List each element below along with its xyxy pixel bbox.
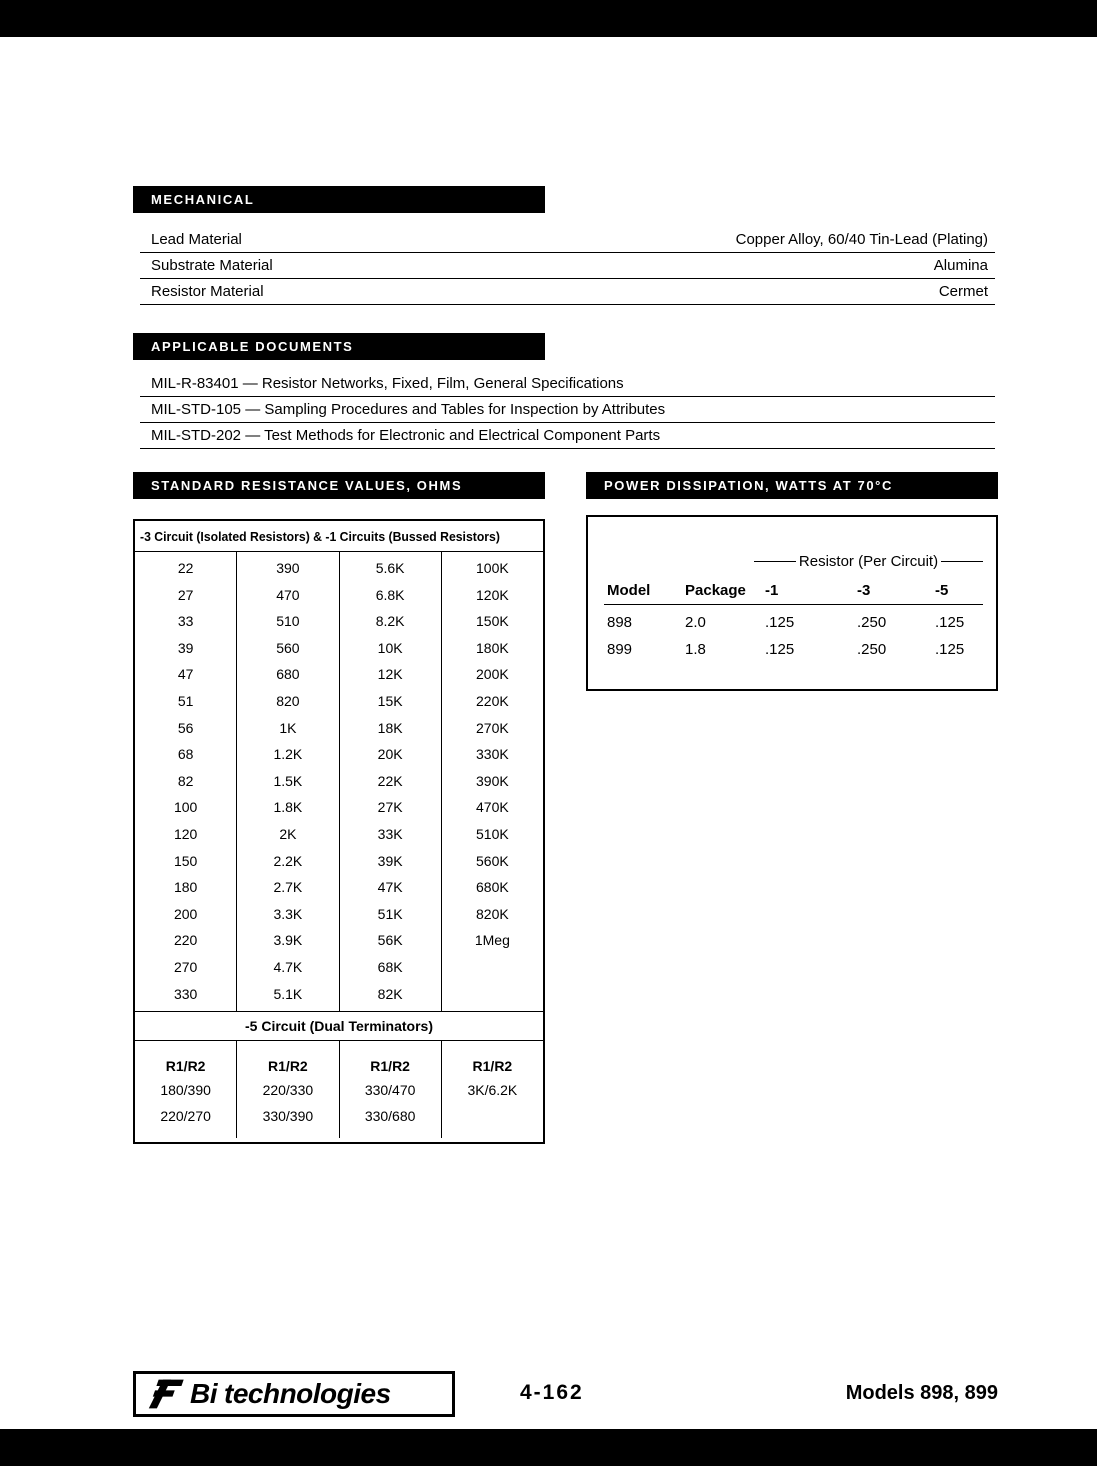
mechanical-table <box>140 227 995 305</box>
resistance-value: 15K <box>377 692 403 709</box>
resistance-value: 56 <box>177 719 194 736</box>
page-footer <box>0 1371 1097 1419</box>
power-cell: .125 <box>935 613 965 631</box>
spec-label: Resistor Material <box>151 283 264 300</box>
resistance-value: 2.2K <box>273 852 303 869</box>
resistance-value: 1.5K <box>273 772 303 789</box>
resistance-value: 510K <box>476 825 509 842</box>
resistance-column <box>442 552 543 1011</box>
section-title-power-dissipation: POWER DISSIPATION, WATTS AT 70°C <box>604 478 893 493</box>
section-header-power-dissipation <box>586 472 998 499</box>
dual-column <box>237 1041 339 1138</box>
power-cell: 898 <box>607 613 633 631</box>
resistance-value: 12K <box>377 666 403 683</box>
document-item-text: MIL-STD-202 — Test Methods for Electronic and Electrical Component Parts <box>151 427 661 444</box>
section-title-standard-resistance: STANDARD RESISTANCE VALUES, OHMS <box>151 478 463 493</box>
resistance-table-header <box>135 521 543 552</box>
resistance-table-header-text: -3 Circuit (Isolated Resistors) & -1 Circuits (Bussed Resistors) <box>140 528 500 544</box>
section-header-applicable-documents <box>133 333 545 360</box>
resistance-value: 820 <box>276 692 300 709</box>
resistance-value: 100 <box>173 799 198 816</box>
resistance-value: 330 <box>173 985 198 1002</box>
resistance-value: 47K <box>377 879 403 896</box>
resistance-value: 150K <box>476 613 509 630</box>
resistance-value: 330K <box>476 746 509 763</box>
resistance-value: 150 <box>173 852 198 869</box>
dual-column-header: R1/R2 <box>472 1058 513 1074</box>
resistance-value: 120K <box>476 586 509 603</box>
power-col-header-1: -1 <box>765 582 779 599</box>
dual-value: 3K/6.2K <box>467 1082 518 1098</box>
power-col-header-model: Model <box>607 582 651 599</box>
resistance-value: 220K <box>476 692 509 709</box>
power-table-row-899 <box>604 636 983 662</box>
resistance-grid <box>135 552 543 1011</box>
document-item-text: MIL-STD-105 — Sampling Procedures and Tables for Inspection by Attributes <box>151 401 666 418</box>
standard-resistance-table <box>133 519 545 1144</box>
resistance-value: 5.1K <box>273 985 303 1002</box>
resistance-value: 2K <box>279 825 297 842</box>
section-header-standard-resistance <box>133 472 545 499</box>
spec-value: Cermet <box>938 283 988 300</box>
dual-column-header: R1/R2 <box>268 1058 308 1074</box>
resistance-value: 33 <box>177 613 194 630</box>
resistance-column <box>237 552 339 1011</box>
resistance-value: 39 <box>177 639 194 656</box>
resistance-value: 1Meg <box>474 932 510 949</box>
page-number: 4-162 <box>520 1381 584 1404</box>
resistance-value: 1.8K <box>273 799 303 816</box>
document-item-text: MIL-R-83401 — Resistor Networks, Fixed, Film, General Specifications <box>151 375 624 392</box>
resistance-column <box>340 552 442 1011</box>
models-label: Models 898, 899 <box>845 1382 998 1404</box>
resistance-value: 10K <box>377 639 403 656</box>
resistance-value: 510 <box>276 613 300 630</box>
resistance-value: 200K <box>476 666 509 683</box>
resistance-value: 22 <box>177 560 194 576</box>
resistance-value: 39K <box>377 852 403 869</box>
power-col-header-3: -3 <box>857 582 871 599</box>
resistance-value: 20K <box>377 746 403 763</box>
dual-value: 330/390 <box>262 1108 314 1124</box>
resistance-value: 3.3K <box>273 905 303 922</box>
dual-column <box>442 1041 543 1138</box>
resistor-per-circuit-label: Resistor (Per Circuit) <box>798 553 939 570</box>
resistance-value: 560 <box>276 639 300 656</box>
dual-value: 180/390 <box>160 1082 211 1098</box>
resistance-value: 51K <box>377 905 403 922</box>
resistance-value: 270K <box>476 719 509 736</box>
resistance-value: 1.2K <box>273 746 303 763</box>
power-dissipation-table <box>586 515 998 691</box>
resistance-value: 180K <box>476 639 509 656</box>
resistance-value: 27K <box>377 799 403 816</box>
power-cell: .125 <box>935 640 965 658</box>
resistance-value: 100K <box>476 560 509 576</box>
bi-logo-icon <box>143 1377 185 1411</box>
resistance-value: 680 <box>276 666 300 683</box>
resistance-value: 470 <box>276 586 300 603</box>
bottom-border-bar <box>0 1429 1097 1466</box>
spec-label: Lead Material <box>151 231 242 248</box>
power-cell: .250 <box>857 640 887 658</box>
document-item <box>140 371 995 397</box>
spec-row-resistor-material <box>140 279 995 305</box>
document-item <box>140 397 995 423</box>
logo-text-technologies: technologies <box>224 1378 391 1409</box>
power-cell: .250 <box>857 613 887 631</box>
applicable-documents-list <box>140 371 995 449</box>
power-cell: .125 <box>765 640 795 658</box>
resistance-value: 820K <box>476 905 509 922</box>
dual-column-header: R1/R2 <box>165 1058 206 1074</box>
resistance-value: 18K <box>377 719 403 736</box>
section-header-mechanical <box>133 186 545 213</box>
dual-value: 220/270 <box>160 1108 211 1124</box>
resistance-value: 22K <box>377 772 403 789</box>
power-table-header-row <box>604 577 983 605</box>
power-cell: .125 <box>765 613 795 631</box>
dual-value: 220/330 <box>262 1082 314 1098</box>
resistance-value: 180 <box>173 879 198 896</box>
logo-text-bi: Bi <box>190 1378 217 1409</box>
resistance-value: 27 <box>177 586 194 603</box>
divider-line <box>941 561 983 562</box>
resistance-value: 82K <box>377 985 403 1002</box>
power-cell: 1.8 <box>685 640 706 658</box>
resistance-value: 3.9K <box>273 932 303 949</box>
dual-column-header: R1/R2 <box>370 1058 410 1074</box>
section-title-applicable-documents: APPLICABLE DOCUMENTS <box>151 339 354 354</box>
dual-column <box>135 1041 237 1138</box>
resistance-value: 220 <box>173 932 198 949</box>
divider-line <box>754 561 796 562</box>
resistance-value: 390K <box>476 772 509 789</box>
top-border-bar <box>0 0 1097 37</box>
resistance-value: 47 <box>177 666 194 683</box>
dual-terminators-header: -5 Circuit (Dual Terminators) <box>135 1011 543 1041</box>
power-cell: 899 <box>607 640 633 658</box>
power-col-header-5: -5 <box>935 582 949 599</box>
power-cell: 2.0 <box>685 613 706 631</box>
power-table-row-898 <box>604 609 983 635</box>
resistance-value: 560K <box>476 852 509 869</box>
section-title-mechanical: MECHANICAL <box>151 192 255 207</box>
logo-box <box>133 1371 455 1417</box>
resistance-value: 120 <box>173 825 198 842</box>
dual-column <box>340 1041 442 1138</box>
document-item <box>140 423 995 449</box>
resistance-value: 68K <box>377 958 403 975</box>
resistance-value: 2.7K <box>273 879 303 896</box>
logo-text <box>190 1378 391 1410</box>
resistance-value: 5.6K <box>375 560 405 576</box>
spec-row-lead-material <box>140 227 995 253</box>
resistance-value: 680K <box>476 879 509 896</box>
resistance-value: 270 <box>173 958 198 975</box>
resistance-value: 51 <box>177 692 194 709</box>
resistance-value: 200 <box>173 905 198 922</box>
resistance-value: 8.2K <box>375 613 405 630</box>
resistance-value: 4.7K <box>273 958 303 975</box>
resistance-column <box>135 552 237 1011</box>
resistance-value: 6.8K <box>375 586 405 603</box>
resistance-value: 1K <box>279 719 297 736</box>
dual-value: 330/470 <box>364 1082 416 1098</box>
resistance-value: 68 <box>177 746 194 763</box>
power-col-header-package: Package <box>685 582 746 599</box>
dual-value: 330/680 <box>364 1108 416 1124</box>
resistance-value: 470K <box>476 799 509 816</box>
resistance-value: 56K <box>377 932 403 949</box>
spec-value: Copper Alloy, 60/40 Tin-Lead (Plating) <box>735 231 988 248</box>
spec-value: Alumina <box>933 257 988 274</box>
spec-row-substrate-material <box>140 253 995 279</box>
resistance-value: 390 <box>276 560 300 576</box>
resistance-value: 82 <box>177 772 194 789</box>
resistance-value: 33K <box>377 825 403 842</box>
dual-terminator-grid <box>135 1041 543 1138</box>
resistor-per-circuit-header <box>754 553 983 570</box>
spec-label: Substrate Material <box>151 257 273 274</box>
